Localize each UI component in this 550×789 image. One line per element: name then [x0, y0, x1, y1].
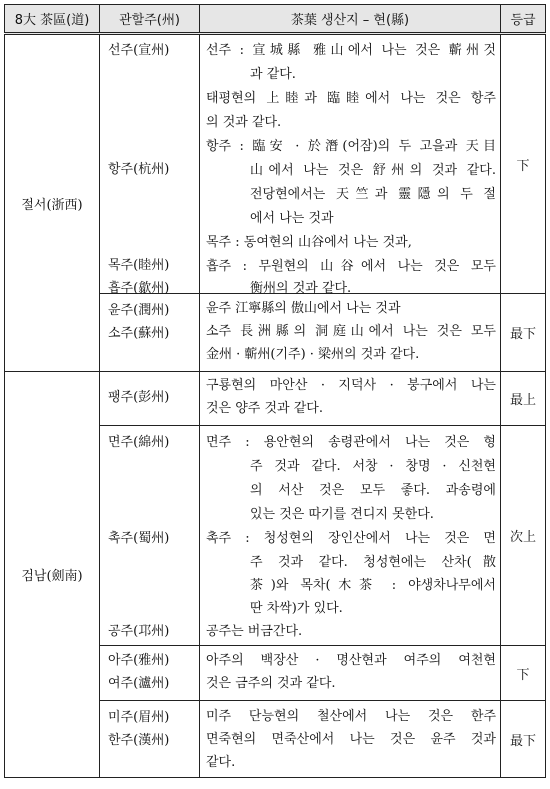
text-line: 의 서산 것은 모두 좋다. 과송령에: [250, 483, 496, 498]
text-line: 衡州의 것과 같다.: [250, 281, 352, 296]
text-line: 茶)와 목차(木茶 : 야생차나무에서: [250, 578, 496, 593]
prefecture-cell: [100, 34, 200, 294]
prefecture-name: 팽주(彭州): [108, 390, 170, 405]
text-line: 미주 단능현의 철산에서 나는 것은 한주: [206, 709, 496, 724]
prefecture-name: 미주(眉州): [108, 710, 170, 725]
text-line: 딴 차싹)가 있다.: [250, 601, 343, 616]
text-line: 에서 나는 것과: [250, 211, 334, 226]
table-row: [5, 372, 546, 426]
text-line: 구룡현의 마안산 · 지덕사 · 붕구에서 나는: [206, 378, 496, 393]
prefecture-cell: [100, 372, 200, 426]
text-line: 전당현에서는 天竺과 靈隱의 두 절: [250, 187, 496, 202]
text-line: 항주 : 臨安 · 於潛(어잠)의 두 고을과 天目: [206, 139, 496, 154]
region-cell: 절서(浙西): [5, 34, 100, 372]
prefecture-cell: [100, 701, 200, 778]
prefecture-name: 항주(杭州): [108, 162, 170, 177]
grade-cell: 下: [501, 34, 546, 294]
prefecture-name: 아주(雅州): [108, 653, 170, 668]
prefecture-name: 면주(綿州): [108, 435, 170, 450]
text-line: 면주 : 용안현의 송령관에서 나는 것은 형: [206, 435, 496, 450]
text-line: 山에서 나는 것은 舒州의 것과 같다.: [250, 163, 496, 178]
text-line: 아주의 백장산 · 명산현과 여주의 여천현: [206, 653, 496, 668]
header-row: [5, 5, 546, 34]
text-line: 것은 양주 것과 같다.: [206, 401, 323, 416]
header-region: 8大 茶區(道): [5, 5, 100, 34]
production-cell: [200, 701, 501, 778]
text-line: 같다.: [206, 755, 236, 770]
prefecture-name: 한주(漢州): [108, 733, 170, 748]
text-line: 주 것과 같다. 서창 · 창명 · 신천현: [250, 459, 496, 474]
prefecture-cell: [100, 294, 200, 372]
text-line: 金州 · 蘄州(기주) · 梁州의 것과 같다.: [206, 347, 420, 362]
region-cell: 검남(劍南): [5, 372, 100, 778]
text-line: 선주 : 宣城縣 雅山에서 나는 것은 蘄州것: [206, 43, 496, 58]
production-cell: [200, 426, 501, 646]
text-line: 흡주 : 무원현의 山谷에서 나는 것은 모두: [206, 259, 496, 274]
text-line: 의 것과 같다.: [206, 115, 282, 130]
prefecture-name: 목주(睦州): [108, 258, 170, 273]
text-line: 윤주 江寧縣의 傲山에서 나는 것과: [206, 301, 401, 316]
text-line: 주 것과 같다. 청성현에는 산차(散: [250, 555, 496, 570]
text-line: 소주 長洲縣의 洞庭山에서 나는 것은 모두: [206, 324, 496, 339]
text-line: 면죽현의 면죽산에서 나는 것은 윤주 것과: [206, 732, 496, 747]
grade-cell: 最下: [501, 294, 546, 372]
production-cell: [200, 34, 501, 294]
text-line: 목주 : 동여현의 山谷에서 나는 것과,: [206, 235, 412, 250]
prefecture-name: 공주(邛州): [108, 624, 170, 639]
prefecture-cell: [100, 646, 200, 701]
production-cell: [200, 294, 501, 372]
prefecture-name: 윤주(潤州): [108, 303, 170, 318]
grade-cell: 最上: [501, 372, 546, 426]
text-line: 과 같다.: [250, 67, 296, 82]
grade-cell: 下: [501, 646, 546, 701]
production-cell: [200, 372, 501, 426]
prefecture-name: 흡주(歙州): [108, 281, 170, 296]
text-line: 공주는 버금간다.: [206, 624, 303, 639]
table-row: [5, 34, 546, 294]
header-prefecture: 관할주(州): [100, 5, 200, 34]
header-grade: 등급: [501, 5, 546, 34]
text-line: 있는 것은 따기를 견디지 못한다.: [250, 507, 434, 522]
prefecture-cell: [100, 426, 200, 646]
text-line: 것은 금주의 것과 같다.: [206, 676, 336, 691]
production-cell: [200, 646, 501, 701]
text-line: 촉주 : 청성현의 장인산에서 나는 것은 면: [206, 531, 496, 546]
prefecture-name: 촉주(蜀州): [108, 531, 170, 546]
grade-cell: 次上: [501, 426, 546, 646]
prefecture-name: 여주(瀘州): [108, 676, 170, 691]
tea-region-table: [4, 4, 546, 778]
grade-cell: 最下: [501, 701, 546, 778]
prefecture-name: 소주(蘇州): [108, 326, 170, 341]
prefecture-name: 선주(宣州): [108, 43, 170, 58]
text-line: 태평현의 上睦과 臨睦에서 나는 것은 항주: [206, 91, 496, 106]
header-production: 茶葉 생산지 – 현(縣): [200, 5, 501, 34]
